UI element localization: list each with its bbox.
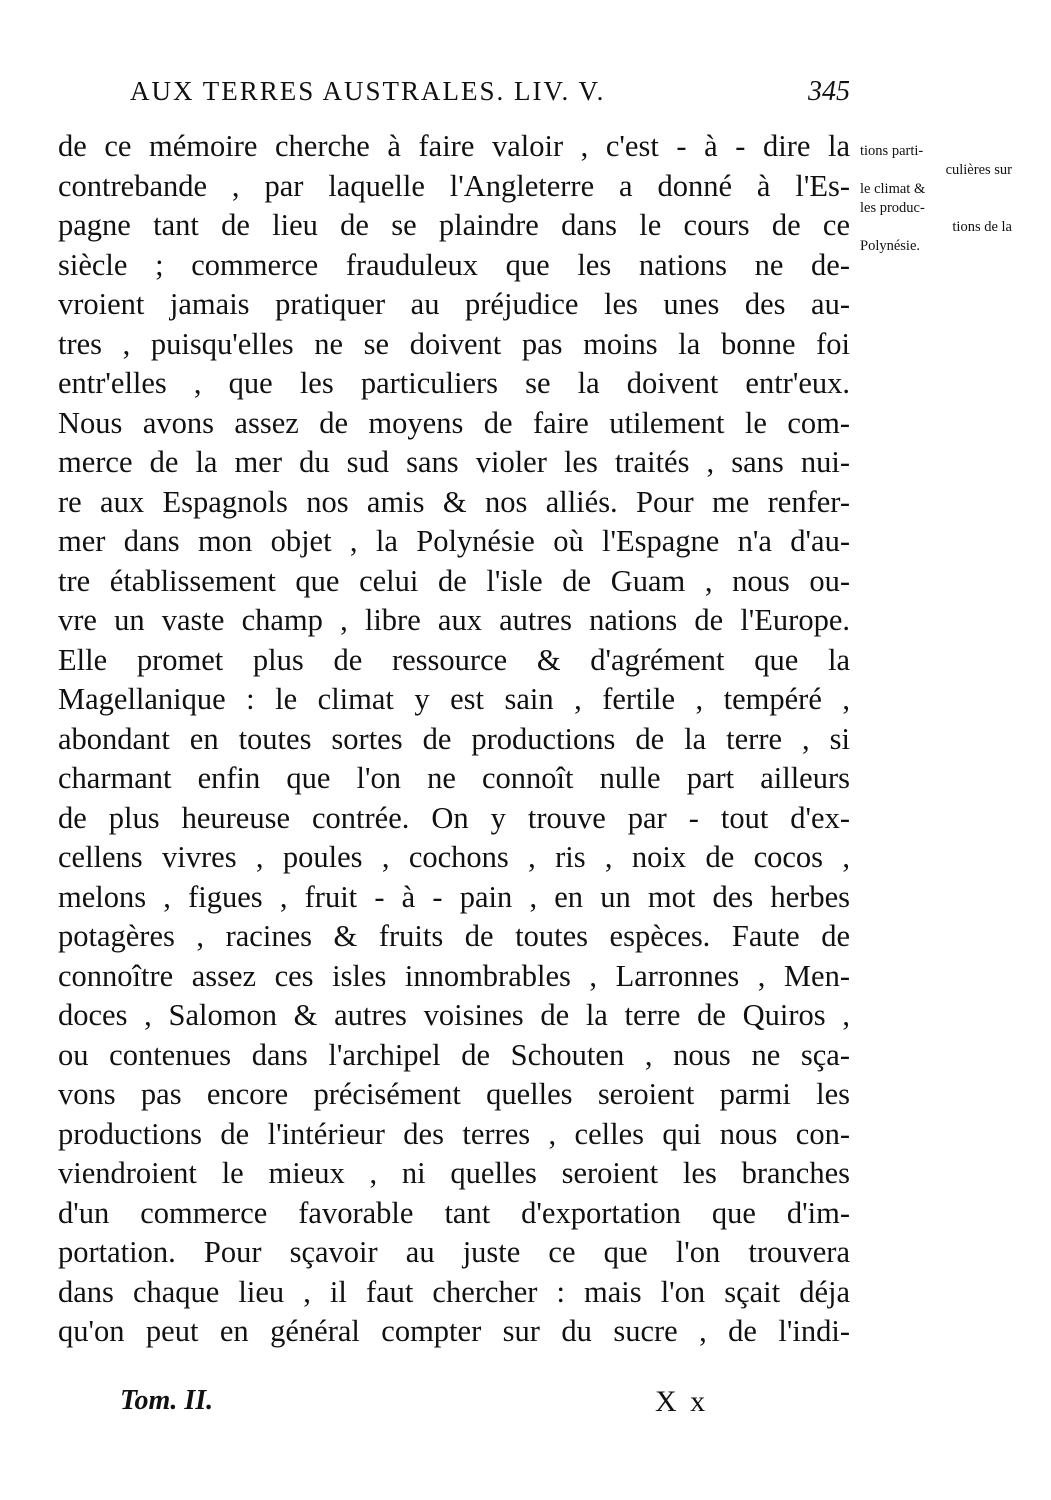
margin-note-line: le climat & bbox=[860, 181, 926, 197]
text-line: contrebande , par laquelle l'Angleterre a donné à l'Es- bbox=[58, 168, 850, 203]
text-line: melons , figues , fruit - à - pain , en un mot des herbes bbox=[58, 879, 850, 914]
margin-note bbox=[860, 142, 1038, 256]
page-number: 345 bbox=[808, 76, 850, 107]
text-line: Elle promet plus de ressource & d'agrément que la bbox=[58, 642, 850, 677]
text-line: Nous avons assez de moyens de faire utilement le com- bbox=[58, 405, 850, 440]
text-line: doces , Salomon & autres voisines de la terre de Quiros , bbox=[58, 998, 850, 1032]
margin-note-line: Polynésie. bbox=[860, 238, 921, 254]
text-line: ou contenues dans l'archipel de Schouten , nous ne sça- bbox=[58, 1037, 850, 1072]
text-line: abondant en toutes sortes de productions de la terre , si bbox=[58, 721, 850, 756]
text-line: potagères , racines & fruits de toutes espèces. Faute de bbox=[58, 919, 850, 953]
body-text bbox=[58, 127, 850, 1352]
text-line: portation. Pour sçavoir au juste ce que l'on trouvera bbox=[58, 1235, 850, 1269]
text-line: dans chaque lieu , il faut chercher : mais l'on sçait déja bbox=[58, 1274, 850, 1309]
margin-note-line: les produc- bbox=[860, 200, 925, 216]
text-line: vroient jamais pratiquer au préjudice les unes des au- bbox=[58, 287, 850, 321]
text-line: re aux Espagnols nos amis & nos alliés. Pour me renfer- bbox=[58, 484, 850, 519]
text-line: connoître assez ces isles innombrables , Larronnes , Men- bbox=[58, 958, 850, 993]
text-line: qu'on peut en général compter sur du sucre , de l'indi- bbox=[58, 1314, 850, 1348]
printer-signature: X x bbox=[655, 1385, 709, 1418]
text-line: d'un commerce favorable tant d'exportation que d'im- bbox=[58, 1195, 850, 1230]
text-line: vre un vaste champ , libre aux autres nations de l'Europe. bbox=[58, 603, 850, 637]
running-title: AUX TERRES AUSTRALES. LIV. V. bbox=[130, 76, 606, 106]
text-line: mer dans mon objet , la Polynésie où l'Espagne n'a d'au- bbox=[58, 524, 850, 558]
page-footer bbox=[100, 1385, 720, 1425]
text-line: Magellanique : le climat y est sain , fertile , tempéré , bbox=[58, 682, 850, 716]
text-line: de ce mémoire cherche à faire valoir , c'est - à - dire la bbox=[58, 129, 850, 163]
tome-label: Tom. II. bbox=[120, 1385, 214, 1416]
text-line: de plus heureuse contrée. On y trouve par - tout d'ex- bbox=[58, 800, 850, 835]
margin-note-line: tions parti- bbox=[860, 143, 924, 159]
text-line: merce de la mer du sud sans violer les traités , sans nui- bbox=[58, 445, 850, 479]
text-line: vons pas encore précisément quelles seroient parmi les bbox=[58, 1077, 850, 1111]
text-line: productions de l'intérieur des terres , celles qui nous con- bbox=[58, 1116, 850, 1151]
text-line: charmant enfin que l'on ne connoît nulle part ailleurs bbox=[58, 761, 850, 795]
text-line: pagne tant de lieu de se plaindre dans le cours de ce bbox=[58, 208, 850, 242]
text-line: cellens vivres , poules , cochons , ris , noix de cocos , bbox=[58, 840, 850, 874]
text-line: tre établissement que celui de l'isle de Guam , nous ou- bbox=[58, 563, 850, 598]
margin-note-line: tions de la bbox=[952, 219, 1012, 235]
margin-note-line: culières sur bbox=[945, 162, 1012, 178]
text-line: viendroient le mieux , ni quelles seroient les branches bbox=[58, 1156, 850, 1190]
running-head bbox=[130, 70, 850, 120]
text-line: siècle ; commerce frauduleux que les nations ne de- bbox=[58, 247, 850, 282]
text-line: tres , puisqu'elles ne se doivent pas moins la bonne foi bbox=[58, 326, 850, 361]
text-line: entr'elles , que les particuliers se la doivent entr'eux. bbox=[58, 366, 850, 400]
